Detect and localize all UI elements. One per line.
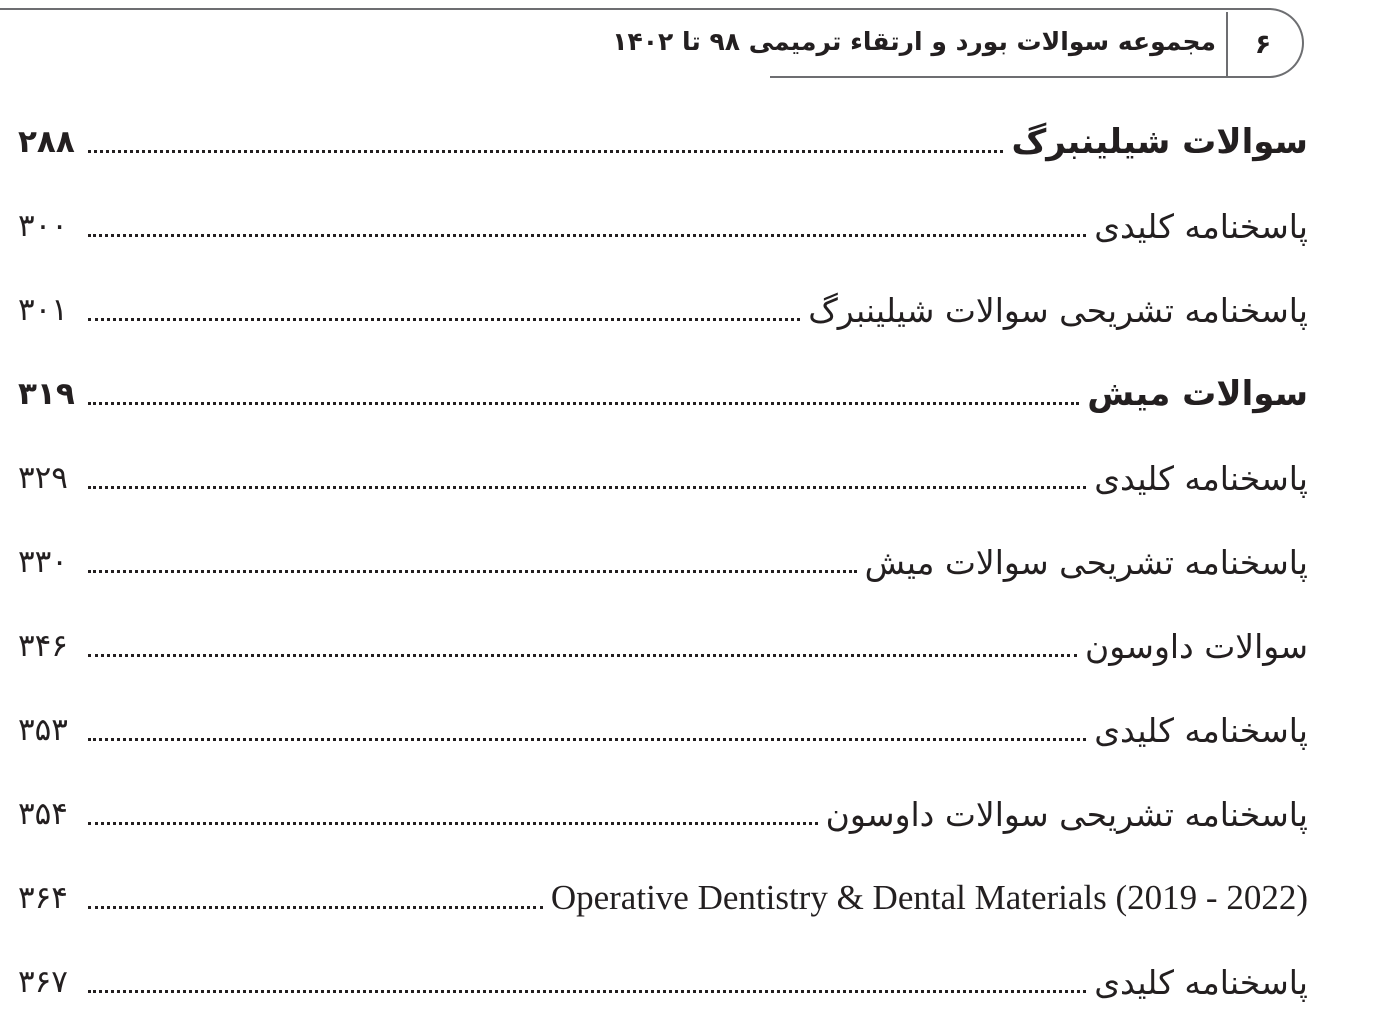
toc-entry-page: ۳۶۴	[18, 880, 68, 916]
toc-entry-title: سوالات داوسون	[1085, 626, 1308, 666]
toc-entry-page: ۳۴۶	[18, 628, 68, 664]
dot-leader	[88, 822, 818, 825]
toc-entry	[18, 856, 1308, 940]
dot-leader	[88, 570, 857, 573]
toc-entry-page: ۳۰۱	[18, 292, 68, 328]
page-number: ۶	[1254, 29, 1272, 60]
dot-leader	[88, 906, 543, 909]
dot-leader	[88, 234, 1086, 237]
toc-entry-title: سوالات میش	[1087, 374, 1308, 414]
toc-entry-title: پاسخنامه تشریحی سوالات میش	[864, 542, 1308, 582]
dot-leader	[88, 486, 1086, 489]
toc-entry-page: ۳۳۰	[18, 544, 68, 580]
toc-entry-page: ۳۵۳	[18, 712, 68, 748]
toc-entry-title: پاسخنامه کلیدی	[1094, 962, 1308, 1002]
toc-entry-page: ۳۱۹	[18, 376, 75, 412]
toc-entry-title: سوالات شیلینبرگ	[1011, 122, 1308, 162]
toc-entry-title: پاسخنامه کلیدی	[1094, 206, 1308, 246]
dot-leader	[88, 990, 1086, 993]
toc-entry	[18, 184, 1308, 268]
toc-entry-page: ۳۶۷	[18, 964, 68, 1000]
dot-leader	[88, 738, 1086, 741]
toc-entry	[18, 100, 1308, 184]
toc-entry	[18, 688, 1308, 772]
dot-leader	[88, 654, 1077, 657]
dot-leader	[88, 402, 1079, 405]
toc-entry	[18, 268, 1308, 352]
toc-entry-page: ۲۸۸	[18, 124, 75, 160]
toc-entry-title: Operative Dentistry & Dental Materials (2019 - 2022)	[550, 878, 1308, 917]
toc-entry-title: پاسخنامه کلیدی	[1094, 710, 1308, 750]
toc-entry-title: پاسخنامه تشریحی سوالات شیلینبرگ	[808, 290, 1308, 330]
toc-entry-page: ۳۵۴	[18, 796, 68, 832]
toc-entry	[18, 520, 1308, 604]
toc-entry	[18, 436, 1308, 520]
toc-entry-page: ۳۲۹	[18, 460, 68, 496]
toc-entry	[18, 940, 1308, 1024]
toc-entry-title: پاسخنامه کلیدی	[1094, 458, 1308, 498]
toc-entry-page: ۳۰۰	[18, 208, 68, 244]
dot-leader	[88, 318, 800, 321]
toc-entry-title: پاسخنامه تشریحی سوالات داوسون	[825, 794, 1308, 834]
book-title: مجموعه سوالات بورد و ارتقاء ترمیمی ۹۸ تا ۱۴۰۲	[612, 27, 1216, 56]
dot-leader	[88, 150, 1003, 153]
toc-entry	[18, 772, 1308, 856]
toc-entry	[18, 352, 1308, 436]
toc-entry	[18, 604, 1308, 688]
page-header	[0, 0, 1384, 90]
table-of-contents	[18, 100, 1308, 1024]
